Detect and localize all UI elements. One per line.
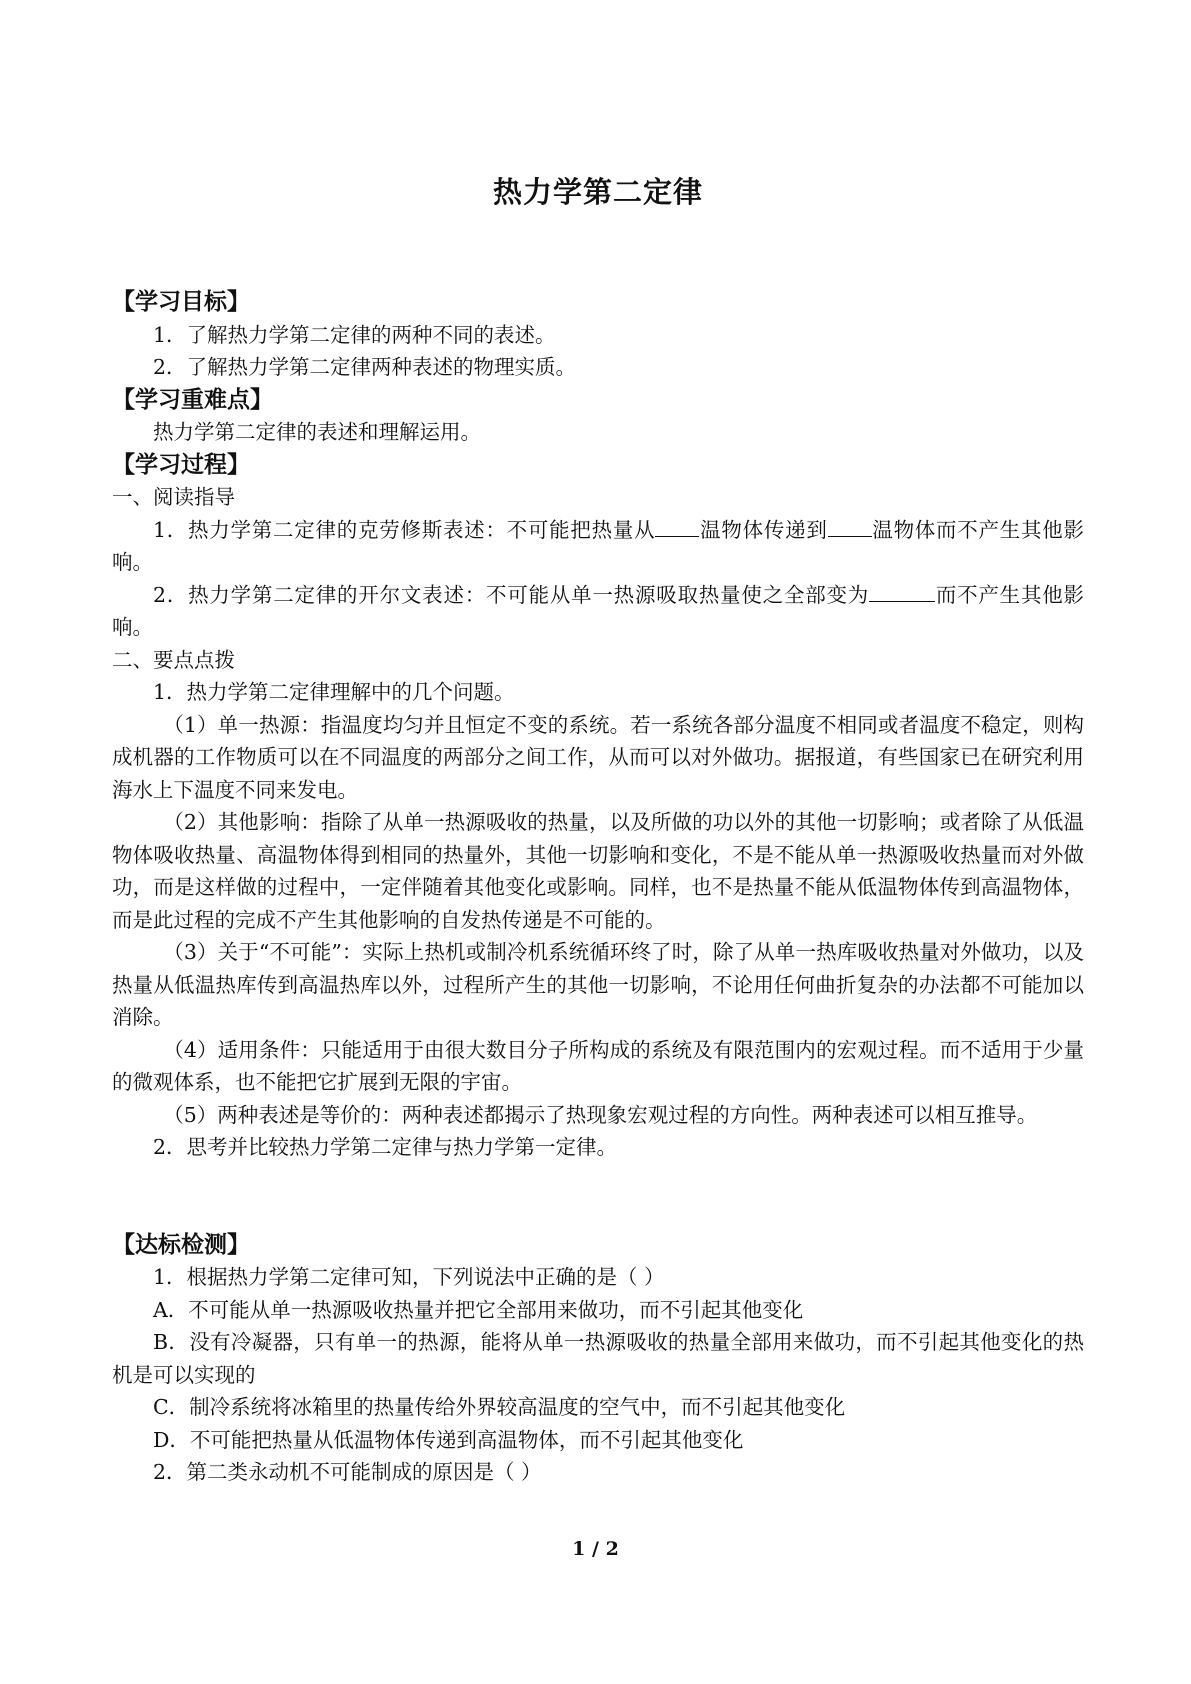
test-option: B．没有冷凝器，只有单一的热源，能将从单一热源吸收的热量全部用来做功，而不引起其他变化的热机是可以实现的 xyxy=(112,1330,1084,1387)
reading-heading: 一、阅读指导 xyxy=(112,485,235,509)
reading-q2-part-a: 2．热力学第二定律的开尔文表述：不可能从单一热源吸取热量使之全部变为 xyxy=(153,582,870,607)
points-item: （3）关于“不可能”：实际上热机或制冷机系统循环终了时，除了从单一热库吸收热量对外做功，以及热量从低温热库传到高温热库以外，过程所产生的其他一切影响，不论用任何曲折复杂的办法都不可能加以消除。 xyxy=(112,940,1084,1029)
answer-blank[interactable] xyxy=(828,514,872,537)
page-total: 2 xyxy=(605,1538,619,1560)
points-item: （5）两种表述是等价的：两种表述都揭示了热现象宏观过程的方向性。两种表述可以相互推导。 xyxy=(163,1102,1038,1127)
points-item: （1）单一热源：指温度均匀并且恒定不变的系统。若一系统各部分温度不相同或者温度不稳定，则构成机器的工作物质可以在不同温度的两部分之间工作，从而可以对外做功。据报道，有些国家已在研究利用海水上下温度不同来发电。 xyxy=(112,712,1084,802)
test-question: 1．根据热力学第二定律可知，下列说法中正确的是（ ） xyxy=(153,1265,665,1289)
page-separator: / xyxy=(585,1538,606,1560)
test-option: A．不可能从单一热源吸收热量并把它全部用来做功，而不引起其他变化 xyxy=(153,1297,804,1322)
answer-blank[interactable] xyxy=(655,514,699,537)
test-option: C．制冷系统将冰箱里的热量传给外界较高温度的空气中，而不引起其他变化 xyxy=(153,1395,846,1419)
points-item: （2）其他影响：指除了从单一热源吸收的热量，以及所做的功以外的其他一切影响；或者除了从低温物体吸收热量、高温物体得到相同的热量外，其他一切影响和变化，不是不能从单一热源吸收热量而对外做功，而是这样做的过程中，一定伴随着其他变化或影响。同样，也不是热量不能从低温物体传到高温物体，而是此过程的完成不产生其他影响的自发热传递是不可能的。 xyxy=(112,810,1084,932)
key-points-heading: 【学习重难点】 xyxy=(112,386,273,413)
reading-q1-part-c: 温物体而不产生其他影响。 xyxy=(112,517,1085,574)
points-paragraph: 1．热力学第二定律理解中的几个问题。 xyxy=(153,680,515,704)
objective-item: 2．了解热力学第二定律两种表述的物理实质。 xyxy=(153,355,577,379)
points-paragraph: 2．思考并比较热力学第二定律与热力学第一定律。 xyxy=(153,1135,618,1159)
points-item: （4）适用条件：只能适用于由很大数目分子所构成的系统及有限范围内的宏观过程。而不适用于少量的微观体系，也不能把它扩展到无限的宇宙。 xyxy=(112,1037,1084,1094)
document-body xyxy=(112,286,1084,1489)
test-heading: 【达标检测】 xyxy=(112,1231,250,1258)
reading-q1-part-b: 温物体传递到 xyxy=(699,517,828,542)
process-heading: 【学习过程】 xyxy=(112,451,250,478)
points-heading: 二、要点点拨 xyxy=(112,647,235,672)
section-spacer xyxy=(112,1164,1084,1229)
page-title: 热力学第二定律 xyxy=(492,175,703,209)
test-question: 2．第二类永动机不可能制成的原因是（ ） xyxy=(153,1460,542,1484)
page-number: 1 xyxy=(572,1538,586,1560)
test-option: D．不可能把热量从低温物体传递到高温物体，而不引起其他变化 xyxy=(153,1427,744,1452)
objectives-heading: 【学习目标】 xyxy=(112,289,250,315)
answer-blank[interactable] xyxy=(869,579,935,602)
key-points-text: 热力学第二定律的表述和理解运用。 xyxy=(153,420,481,444)
reading-q1-part-a: 1．热力学第二定律的克劳修斯表述：不可能把热量从 xyxy=(153,517,656,542)
reading-question-2 xyxy=(112,579,1084,644)
reading-q2-part-b: 而不产生其他影响。 xyxy=(112,582,1085,639)
reading-question-1 xyxy=(112,514,1084,579)
page-footer xyxy=(0,1538,1191,1560)
objective-item: 1．了解热力学第二定律的两种不同的表述。 xyxy=(153,322,556,347)
